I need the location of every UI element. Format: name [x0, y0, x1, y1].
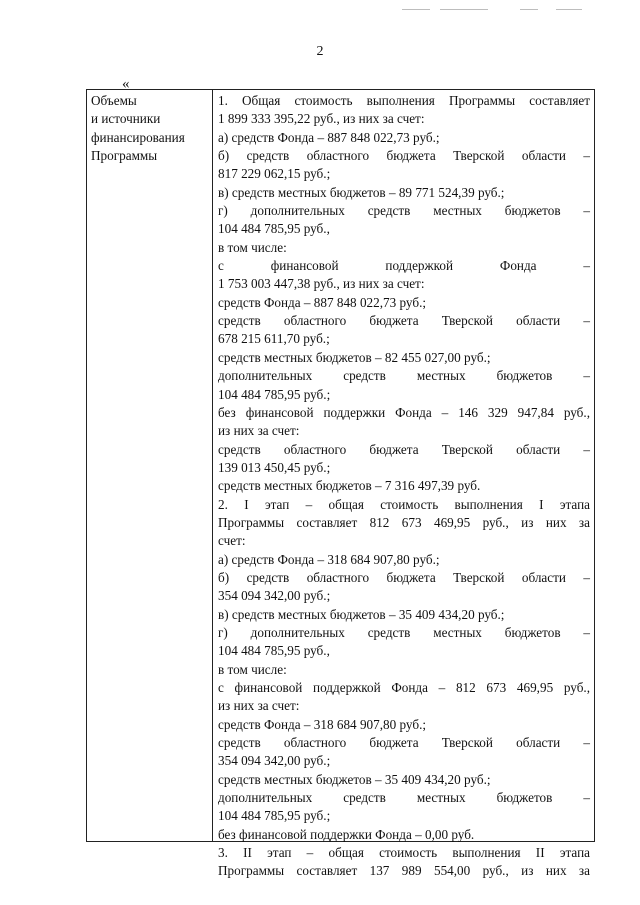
content-line: Программы составляет 812 673 469,95 руб., из них за: [218, 514, 590, 530]
content-line: в) средств местных бюджетов – 89 771 524,39 руб.;: [218, 184, 505, 200]
column-divider: [212, 90, 213, 841]
content-line: 817 229 062,15 руб.;: [218, 166, 331, 182]
content-line: 1 899 333 395,22 руб., из них за счет:: [218, 111, 425, 127]
label-line: Программы: [91, 148, 158, 164]
label-cell: [91, 92, 209, 165]
content-line: средств местных бюджетов – 82 455 027,00 руб.;: [218, 349, 491, 365]
content-line: в том числе:: [218, 239, 287, 255]
content-line: 104 484 785,95 руб.;: [218, 808, 331, 824]
content-line: из них за счет:: [218, 423, 300, 439]
label-line: финансирования: [91, 129, 185, 145]
content-line: средств местных бюджетов – 35 409 434,20 руб.;: [218, 771, 491, 787]
content-line: счет:: [218, 533, 246, 549]
content-line: 104 484 785,95 руб.;: [218, 386, 331, 402]
content-line: в том числе:: [218, 661, 287, 677]
content-line: без финансовой поддержки Фонда – 0,00 руб.: [218, 826, 475, 842]
page-number: 2: [316, 44, 324, 59]
content-line: дополнительных средств местных бюджетов –: [218, 790, 590, 806]
content-line: средств областного бюджета Тверской области –: [218, 735, 590, 751]
program-funding-table: [86, 89, 595, 879]
content-line: 139 013 450,45 руб.;: [218, 459, 331, 475]
label-line: Объемы: [91, 93, 137, 108]
content-line: 1 753 003 447,38 руб., из них за счет:: [218, 276, 425, 292]
content-line: дополнительных средств местных бюджетов –: [218, 368, 590, 384]
content-line: без финансовой поддержки Фонда – 146 329 947,84 руб.,: [218, 404, 590, 420]
content-line: средств местных бюджетов – 7 316 497,39 руб.: [218, 478, 481, 494]
content-line: г) дополнительных средств местных бюджетов –: [218, 624, 590, 640]
content-cell: [218, 92, 590, 881]
content-line: 104 484 785,95 руб.,: [218, 221, 330, 237]
content-line: а) средств Фонда – 318 684 907,80 руб.;: [218, 551, 440, 567]
scan-artifact-line: [520, 9, 538, 10]
label-line: и источники: [91, 111, 161, 127]
content-line: 3. II этап – общая стоимость выполнения II этапа: [218, 845, 590, 861]
content-line: с финансовой поддержкой Фонда – 812 673 469,95 руб.,: [218, 680, 590, 695]
content-line: б) средств областного бюджета Тверской области –: [218, 569, 590, 585]
content-line: средств областного бюджета Тверской области –: [218, 313, 590, 329]
content-line: б) средств областного бюджета Тверской области –: [218, 148, 590, 164]
content-line: в) средств местных бюджетов – 35 409 434,20 руб.;: [218, 606, 505, 622]
content-line: средств Фонда – 887 848 022,73 руб.;: [218, 294, 427, 310]
scan-artifact-line: [440, 9, 488, 10]
content-line: 104 484 785,95 руб.,: [218, 643, 330, 659]
scan-artifact-line: [402, 9, 430, 10]
content-line: Программы составляет 137 989 554,00 руб., из них за: [218, 863, 590, 879]
content-line: средств Фонда – 318 684 907,80 руб.;: [218, 716, 427, 732]
content-line: 1. Общая стоимость выполнения Программы составляет: [218, 93, 590, 108]
opening-quote-mark: «: [122, 76, 130, 92]
content-line: из них за счет:: [218, 698, 300, 714]
content-line: средств областного бюджета Тверской области –: [218, 441, 590, 457]
content-line: 354 094 342,00 руб.;: [218, 588, 331, 604]
content-line: г) дополнительных средств местных бюджетов –: [218, 203, 590, 219]
content-line: 678 215 611,70 руб.;: [218, 331, 330, 347]
content-line: 354 094 342,00 руб.;: [218, 753, 331, 769]
content-line: с финансовой поддержкой Фонда –: [218, 258, 590, 274]
content-line: 2. I этап – общая стоимость выполнения I этапа: [218, 496, 590, 512]
scan-artifact-line: [556, 9, 582, 10]
content-line: а) средств Фонда – 887 848 022,73 руб.;: [218, 129, 440, 145]
